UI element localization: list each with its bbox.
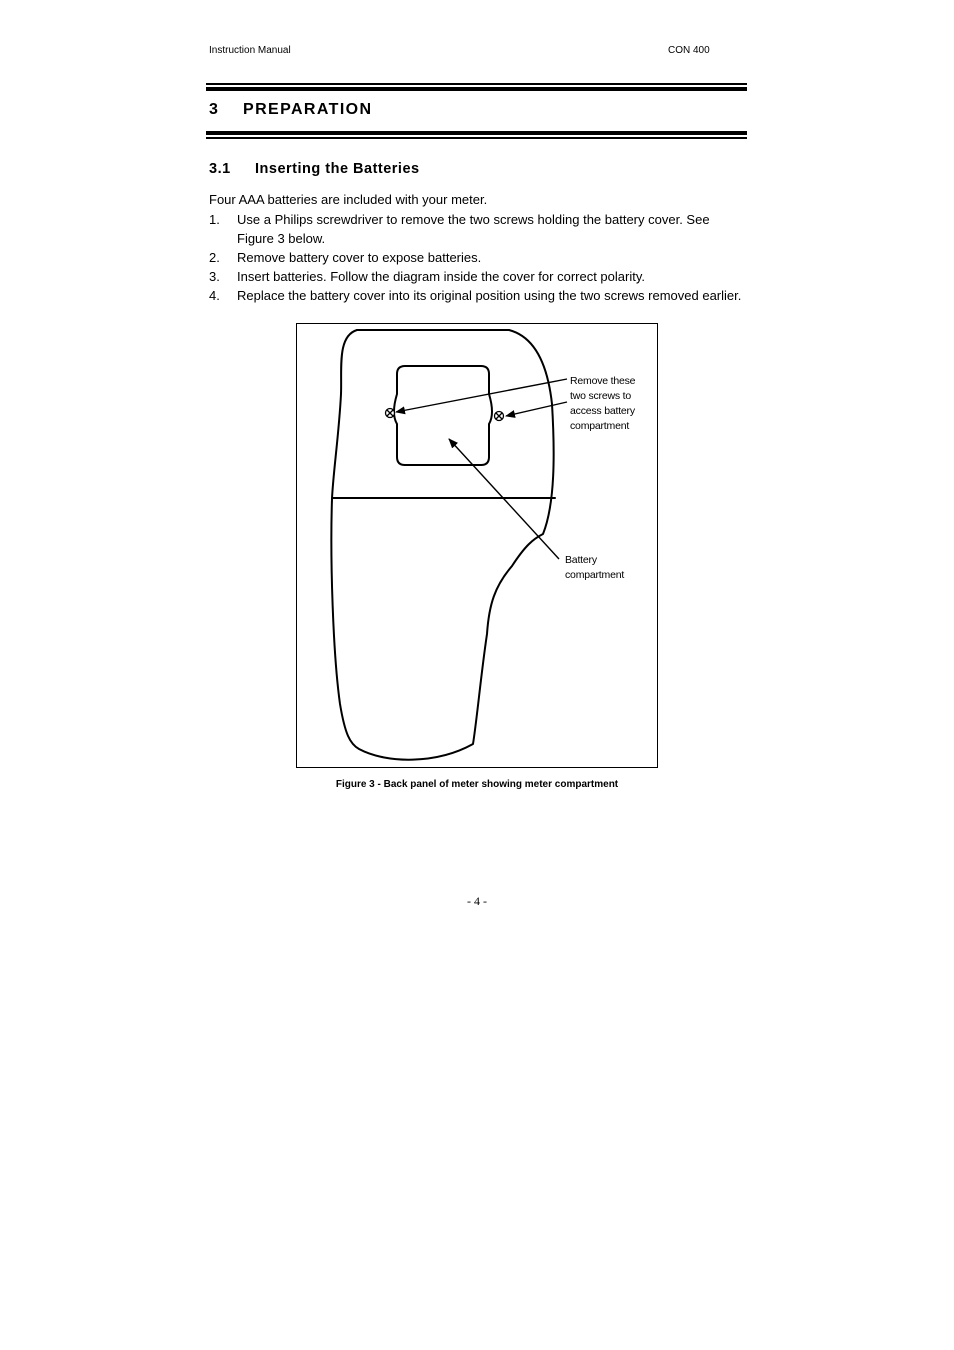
step-text: Remove battery cover to expose batteries. (237, 250, 482, 265)
list-item (209, 267, 749, 286)
steps-list (209, 210, 749, 305)
header-right: CON 400 (668, 45, 710, 56)
header-left: Instruction Manual (209, 45, 291, 56)
callout-screws-label: Remove these two screws to access battery compartment (570, 375, 636, 432)
chapter-rule-bottom-thin (206, 137, 747, 139)
list-item (209, 248, 749, 267)
step-number: 4. (209, 288, 220, 303)
step-text: Insert batteries. Follow the diagram inside the cover for correct polarity. (237, 269, 645, 284)
list-item (209, 286, 749, 305)
screw-icon-right (495, 412, 504, 421)
section-number: 3.1 (209, 161, 231, 177)
chapter-heading (209, 101, 372, 119)
chapter-number: 3 (209, 101, 220, 118)
section-title: Inserting the Batteries (255, 161, 420, 177)
step-number: 3. (209, 269, 220, 284)
step-text: Use a Philips screwdriver to remove the two screws holding the battery cover. See Figure 3 below. (237, 212, 710, 246)
intro-paragraph: Four AAA batteries are included with your meter. (209, 192, 488, 207)
figure-caption: Figure 3 - Back panel of meter showing meter compartment (335, 779, 619, 790)
callout-battery-label: Battery compartment (565, 554, 625, 581)
screw-icon-left (386, 409, 395, 418)
meter-outline (331, 330, 553, 760)
section-heading (209, 161, 420, 177)
chapter-rule-top-thick (206, 87, 747, 91)
step-text: Replace the battery cover into its original position using the two screws removed earlier. (237, 288, 742, 303)
step-number: 1. (209, 212, 220, 227)
list-item (209, 210, 749, 248)
chapter-rule-top-thin (206, 83, 747, 85)
page-number: - 4 - (467, 894, 487, 908)
chapter-rule-bottom-thick (206, 131, 747, 135)
chapter-title: PREPARATION (243, 101, 373, 118)
arrow-to-left-screw (396, 379, 567, 412)
battery-cover-outline (394, 366, 492, 465)
figure-meter-back-panel (296, 323, 658, 768)
arrow-to-right-screw (506, 402, 567, 416)
step-number: 2. (209, 250, 220, 265)
